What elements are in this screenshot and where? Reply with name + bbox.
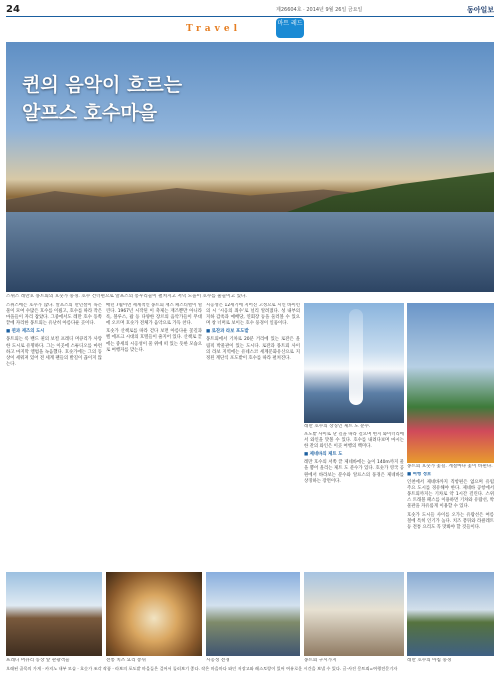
subheading: ■ 로잔과 라보 포도밭 [206,329,249,335]
fountain-photo [304,303,404,423]
section-label: Travel [186,24,241,34]
flowers-photo [407,303,494,463]
page-number: 24 [6,4,20,15]
footer-notes: 오래된 골목의 가게 · 카지노 내부 모습 · 호숫가 조각 작품 · 라보의 포도밭 마을들은 걸어서 둘러보기 좋다. 작은 마을마다 와인 저장고와 레스토랑이 있어 여유로운 시간을 보낼 수 있다. 글·사진 몽트뢰=여행전문기자 [6,666,398,671]
paragraph: 호숫가 도시들 사이를 오가는 유람선은 여름철에 특히 인기가 높다. 치즈 퐁뒤와 라클레트 등 전통 요리도 꼭 맛봐야 할 것들이다. [407,512,494,530]
hero-photo [6,42,494,292]
flowers-caption: 몽트뢰 호숫가 꽃길. 계절마다 꽃이 바뀐다. [407,464,493,469]
footer-shop-caption: 오래된 골목의 가게 [6,666,42,671]
fountain-caption: 레만 호수의 상징인 제트 도 분수. [304,424,371,429]
byline: 글·사진 몽트뢰=여행전문기자 [342,666,398,671]
panorama-photo [407,572,494,656]
paragraph: 호숫가 산책로를 따라 걷다 보면 아름다운 꽃길과 벨 에포크 시대의 호텔들이 줄지어 있다. 산책로 끝에는 중세의 시옹성이 물 위에 떠 있는 듯한 모습으로 여행자를 맞는다. [106,329,202,353]
paragraph: 매년 7월이면 세계적인 몽트뢰 재즈 페스티벌이 열린다. 1967년 시작된 이 축제는 재즈뿐만 아니라 록, 블루스, 팝 등 다양한 장르의 음악가들이 무대에 오르며 호숫가 전체가 음악으로 가득 찬다. [106,303,202,327]
header-rule [6,16,494,17]
paragraph: 스위스에는 호수가 많다. 알프스의 만년설이 녹은 물이 모여 수많은 호수를 이뤘고, 호수를 따라 작은 마을들이 자리 잡았다. 그중에서도 레만 호수 동쪽 끝에 자리한 몽트뢰는 유난히 아름다운 곳이다. [6,303,102,327]
footer-text-1: 라보의 포도밭 마을들은 걸어서 둘러보기 좋다. 작은 마을마다 와인 저장고와 레스토랑이 있어 여유로운 시간을 보낼 수 있다. [115,666,342,671]
food-photo [106,572,202,656]
footer-sculpt-caption: 호숫가 조각 작품 [80,666,111,671]
subheading: ■ 제네바의 제트 도 [304,452,343,458]
paragraph: 인천에서 제네바까지 직항편은 없으며 유럽 주요 도시를 경유해야 한다. 제네바 공항에서 몽트뢰까지는 기차로 약 1시간 걸린다. 스위스 트래블 패스를 이용하면 기차와 유람선, 박물관을 자유롭게 이용할 수 있다. [407,480,494,510]
person-caption: 프레디 머큐리 동상 앞 관광객들 [6,658,70,663]
newspaper-logo: 동아일보 [466,6,494,14]
lake-shape [6,212,494,292]
headline-line-1: 퀸의 음악이 흐르는 [22,74,183,96]
paragraph: 몽트뢰에서 기차로 20분 거리에 있는 로잔은 올림픽 박물관이 있는 도시다. 로잔과 몽트뢰 사이의 라보 지역에는 유네스코 세계문화유산으로 지정된 계단식 포도밭이 호수를 따라 펼쳐진다. [206,337,300,361]
street-photo [304,572,404,656]
panorama-caption: 레만 호수의 아침 풍경 [407,658,452,663]
paragraph: 몽트뢰는 록 밴드 퀸의 보컬 프레디 머큐리가 사랑한 도시로 유명하다. 그는 이곳에 스튜디오를 마련하고 마지막 앨범을 녹음했다. 호숫가에는 그의 동상이 세워져 있어 전 세계 팬들의 발길이 끊이지 않는다. [6,337,102,367]
subheading: ■ 여행 정보 [407,472,432,477]
issue-meta: 제26604호 · 2014년 9월 26일 금요일 [276,7,363,13]
headline-line-2: 알프스 호수마을 [22,102,158,124]
food-caption: 전통 치즈 요리 퐁뒤 [106,658,146,663]
person-photo [6,572,102,656]
section-title [186,18,316,40]
paragraph: 포도밭 사이로 난 길을 따라 걸으며 현지 와이너리에서 와인을 맛볼 수 있다. 호수를 내려다보며 마시는 한 잔의 와인은 이곳 여행의 백미다. [304,432,404,450]
paragraph: 시옹성은 12세기에 지어진 고성으로 시인 바이런의 시 ‘시옹의 죄수’로 널리 알려졌다. 성 내부의 지하 감옥과 예배당, 연회장 등을 둘러볼 수 있으며 창 너머로 보이는 호수 풍경이 일품이다. [206,303,300,327]
subheading: ■ 퀸과 재즈의 도시 [6,329,45,335]
footer-interior-caption: 카지노 내부 모습 [45,666,77,671]
hero-caption: 스위스 레만호 몽트뢰의 호숫가 풍경. 호수 건너편으로 알프스의 봉우리들이 펼쳐지고 저녁 노을이 호수를 물들이고 있다. [6,294,247,299]
castle-caption: 시옹성 전경 [206,658,230,663]
paragraph: 레만 호수의 서쪽 끝 제네바에는 높이 140m까지 물을 뿜어 올리는 제트 도 분수가 있다. 호숫가 영국 공원에서 바라보는 분수와 알프스의 풍경은 제네바를 상징하는 장면이다. [304,460,404,484]
street-caption: 몽트뢰 구시가지 [304,658,337,663]
page-header [6,4,494,16]
section-badge: 마트 레드 [276,18,304,38]
castle-photo [206,572,300,656]
